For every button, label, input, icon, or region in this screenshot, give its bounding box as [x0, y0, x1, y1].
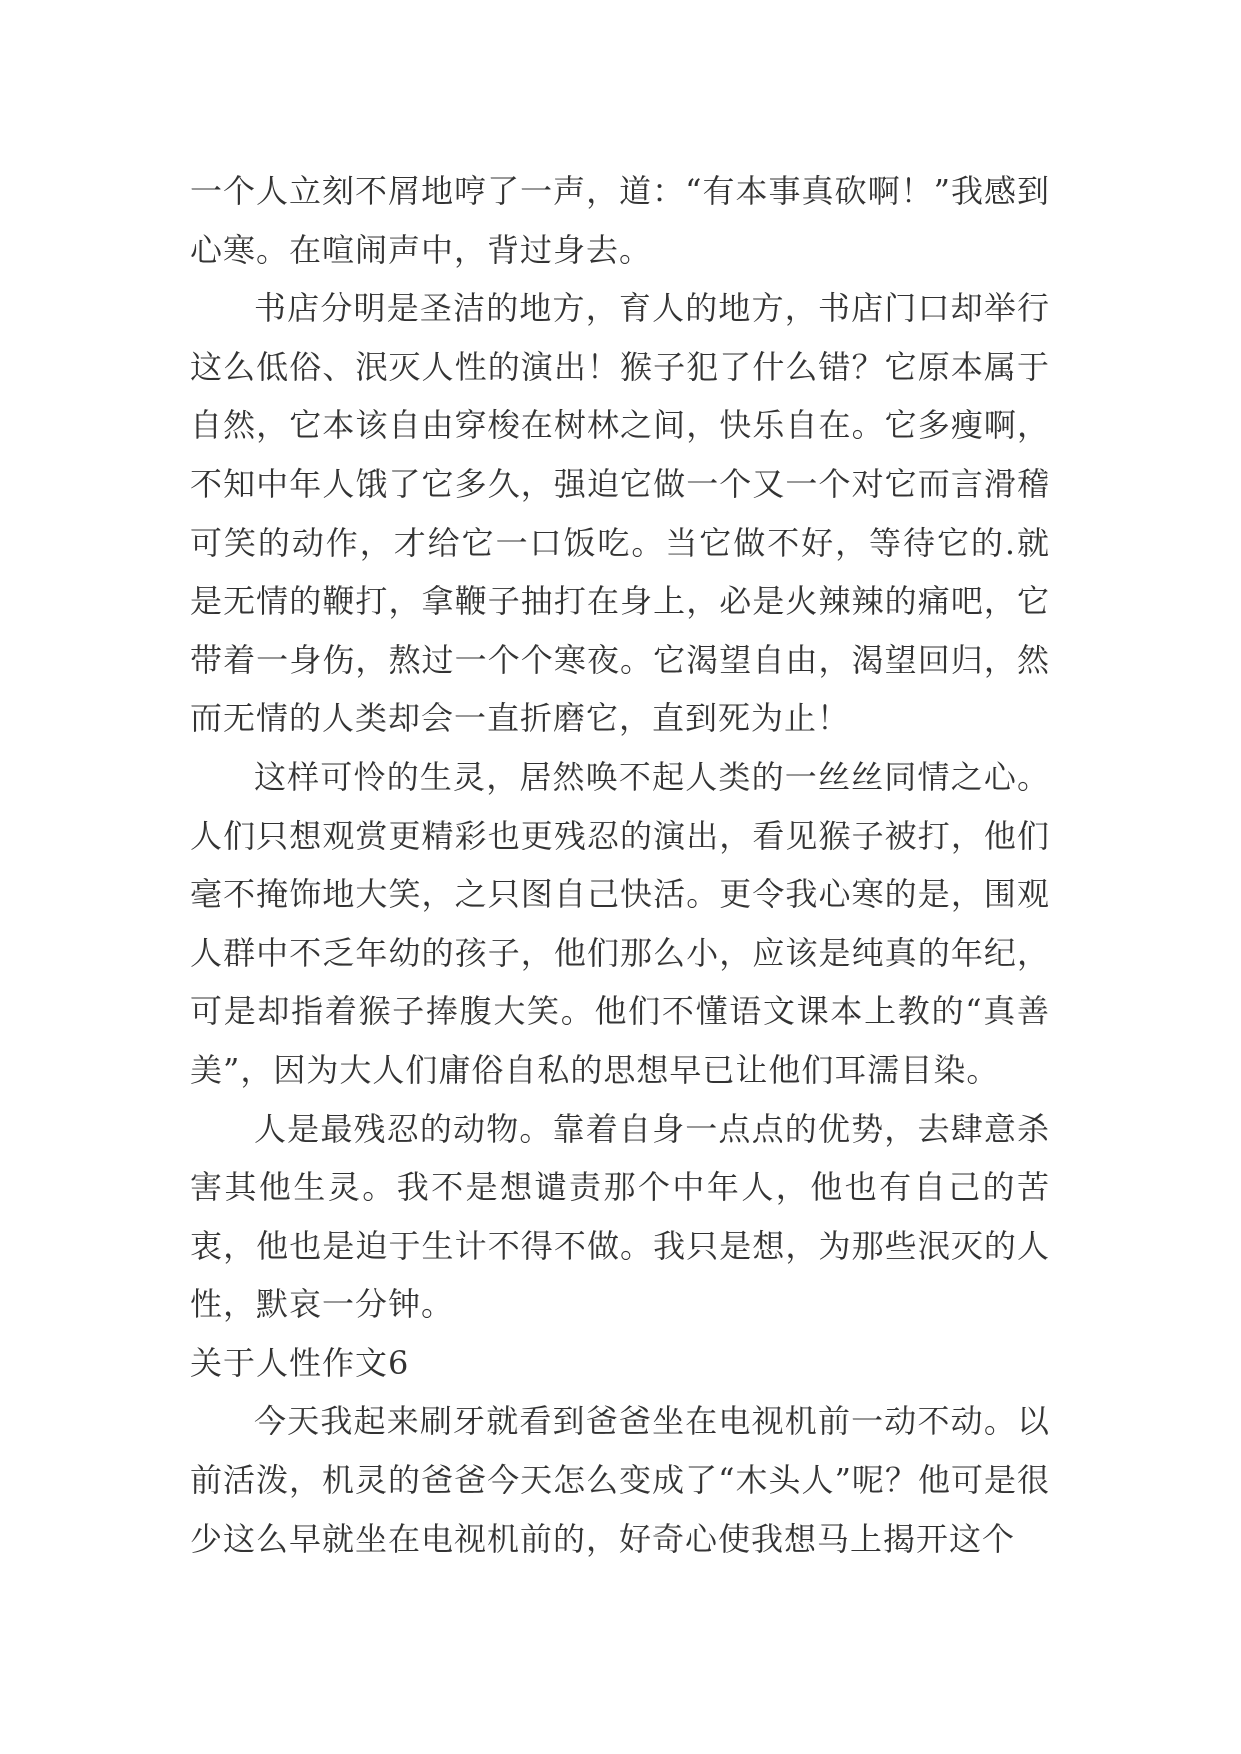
paragraph-essay-6-opening: 今天我起来刷牙就看到爸爸坐在电视机前一动不动。以前活泼，机灵的爸爸今天怎么变成了“木头人”呢？他可是很少这么早就坐在电视机前的，好奇心使我想马上揭开这个	[190, 1402, 1050, 1558]
document-body	[190, 162, 1050, 1568]
paragraph-cruelest-animal: 人是最残忍的动物。靠着自身一点点的优势，去肆意杀害其他生灵。我不是想谴责那个中年人，他也有自己的苦衷，他也是迫于生计不得不做。我只是想，为那些泯灭的人性，默哀一分钟。	[190, 1109, 1050, 1324]
paragraph-continued: 一个人立刻不屑地哼了一声，道：“有本事真砍啊！”我感到心寒。在喧闹声中，背过身去。	[190, 172, 1050, 269]
section-title: 关于人性作文6	[190, 1343, 410, 1382]
paragraph-pitiful-creature: 这样可怜的生灵，居然唤不起人类的一丝丝同情之心。人们只想观赏更精彩也更残忍的演出，看见猴子被打，他们毫不掩饰地大笑，之只图自己快活。更令我心寒的是，围观人群中不乏年幼的孩子，他们那么小，应该是纯真的年纪，可是却指着猴子捧腹大笑。他们不懂语文课本上教的“真善美”，因为大人们庸俗自私的思想早已让他们耳濡目染。	[190, 757, 1050, 1089]
paragraph-bookstore: 书店分明是圣洁的地方，育人的地方，书店门口却举行这么低俗、泯灭人性的演出！猴子犯了什么错？它原本属于自然，它本该自由穿梭在树林之间，快乐自在。它多瘦啊，不知中年人饿了它多久，强迫它做一个又一个对它而言滑稽可笑的动作，才给它一口饭吃。当它做不好，等待它的.就是无情的鞭打，拿鞭子抽打在身上，必是火辣辣的痛吧，它带着一身伤，熬过一个个寒夜。它渴望自由，渴望回归，然而无情的人类却会一直折磨它，直到死为止！	[190, 289, 1050, 738]
